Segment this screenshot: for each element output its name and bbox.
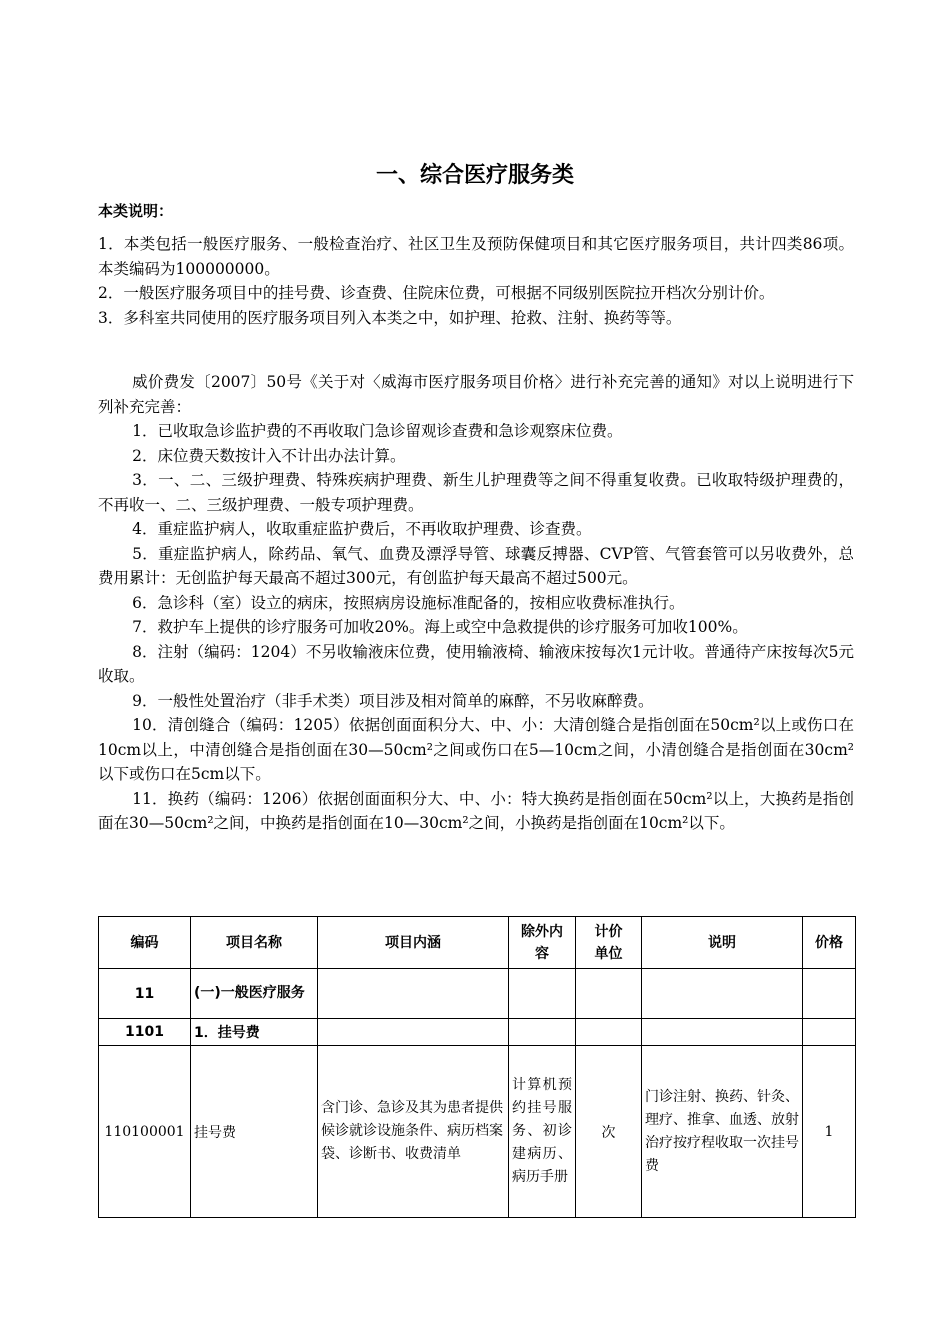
supplement-item: 7．救护车上提供的诊疗服务可加收20%。海上或空中急救提供的诊疗服务可加收100%。: [132, 618, 748, 636]
header-excluded: 除外内容: [509, 917, 576, 969]
section-subheading: 本类说明：: [98, 202, 174, 220]
cell-content: [318, 969, 509, 1019]
cell-price: [803, 969, 856, 1019]
header-note: 说明: [642, 917, 803, 969]
supplement-item: 5．重症监护病人，除药品、氧气、血费及漂浮导管、球囊反搏器、CVP管、气管套管可以另收费外，总费用累计：无创监护每天最高不超过300元，有创监护每天最高不超过500元。: [98, 544, 854, 587]
intro-item: 1．本类包括一般医疗服务、一般检查治疗、社区卫生及预防保健项目和其它医疗服务项目，共计四类86项。本类编码为100000000。: [98, 235, 854, 278]
cell-name: 挂号费: [191, 1046, 318, 1218]
supplement-paragraphs: [98, 370, 854, 836]
cell-content: 含门诊、急诊及其为患者提供候诊就诊设施条件、病历档案袋、诊断书、收费清单: [318, 1046, 509, 1218]
cell-content: [318, 1019, 509, 1046]
cell-excluded: 计算机预约挂号服务、初诊建病历、病历手册: [509, 1046, 576, 1218]
cell-unit: [576, 969, 642, 1019]
cell-name: (一)一般医疗服务: [191, 969, 318, 1019]
supplement-item: 11．换药（编码：1206）依据创面面积分大、中、小：特大换药是指创面在50cm²以上，大换药是指创面在30—50cm²之间，中换药是指创面在10—30cm²之间，小换药是指创面在10cm²以下。: [98, 789, 854, 832]
cell-excluded: [509, 1019, 576, 1046]
supplement-item: 8．注射（编码：1204）不另收输液床位费，使用输液椅、输液床按每次1元计收。普通待产床按每次5元收取。: [98, 642, 854, 685]
cell-price: [803, 1019, 856, 1046]
supplement-item: 2．床位费天数按计入不计出办法计算。: [132, 446, 406, 465]
table-header-row: [99, 917, 856, 969]
header-price: 价格: [803, 917, 856, 969]
cell-name: 1．挂号费: [191, 1019, 318, 1046]
table-row: [99, 969, 856, 1019]
cell-unit: [576, 1019, 642, 1046]
cell-note: 门诊注射、换药、针灸、理疗、推拿、血透、放射治疗按疗程收取一次挂号费: [642, 1046, 803, 1218]
cell-price: 1: [803, 1046, 856, 1218]
supplement-item: 3．一、二、三级护理费、特殊疾病护理费、新生儿护理费等之间不得重复收费。已收取特级护理费的，不再收一、二、三级护理费、一般专项护理费。: [98, 471, 854, 514]
header-unit: 计价单位: [576, 917, 642, 969]
supplement-item: 9．一般性处置治疗（非手术类）项目涉及相对简单的麻醉，不另收麻醉费。: [132, 691, 654, 710]
header-code: 编码: [99, 917, 191, 969]
supplement-item: 1．已收取急诊监护费的不再收取门急诊留观诊查费和急诊观察床位费。: [132, 422, 623, 440]
intro-item: 2．一般医疗服务项目中的挂号费、诊查费、住院床位费，可根据不同级别医院拉开档次分别计价。: [98, 284, 775, 302]
price-table: [98, 916, 856, 1218]
cell-unit: 次: [576, 1046, 642, 1218]
page-title: 一、综合医疗服务类: [375, 163, 574, 188]
cell-excluded: [509, 969, 576, 1019]
supplement-intro: 威价费发〔2007〕50号《关于对〈威海市医疗服务项目价格〉进行补充完善的通知》对以上说明进行下列补充完善：: [98, 373, 854, 416]
cell-code: 11: [99, 969, 191, 1019]
cell-code: 1101: [99, 1019, 191, 1046]
intro-item: 3．多科室共同使用的医疗服务项目列入本类之中，如护理、抢救、注射、换药等等。: [98, 308, 682, 327]
supplement-item: 6．急诊科（室）设立的病床，按照病房设施标准配备的，按相应收费标准执行。: [132, 593, 685, 612]
header-name: 项目名称: [191, 917, 318, 969]
header-content: 项目内涵: [318, 917, 509, 969]
intro-paragraphs: [98, 232, 854, 330]
supplement-item: 10．清创缝合（编码：1205）依据创面面积分大、中、小：大清创缝合是指创面在50cm²以上或伤口在10cm以上，中清创缝合是指创面在30—50cm²之间或伤口在5—10cm之间，小清创缝合是指创面在30cm²以下或伤口在5cm以下。: [98, 716, 854, 783]
table-row: [99, 1019, 856, 1046]
cell-note: [642, 969, 803, 1019]
cell-note: [642, 1019, 803, 1046]
supplement-item: 4．重症监护病人，收取重症监护费后，不再收取护理费、诊查费。: [132, 520, 592, 538]
table-row: [99, 1046, 856, 1218]
cell-code: 110100001: [99, 1046, 191, 1218]
